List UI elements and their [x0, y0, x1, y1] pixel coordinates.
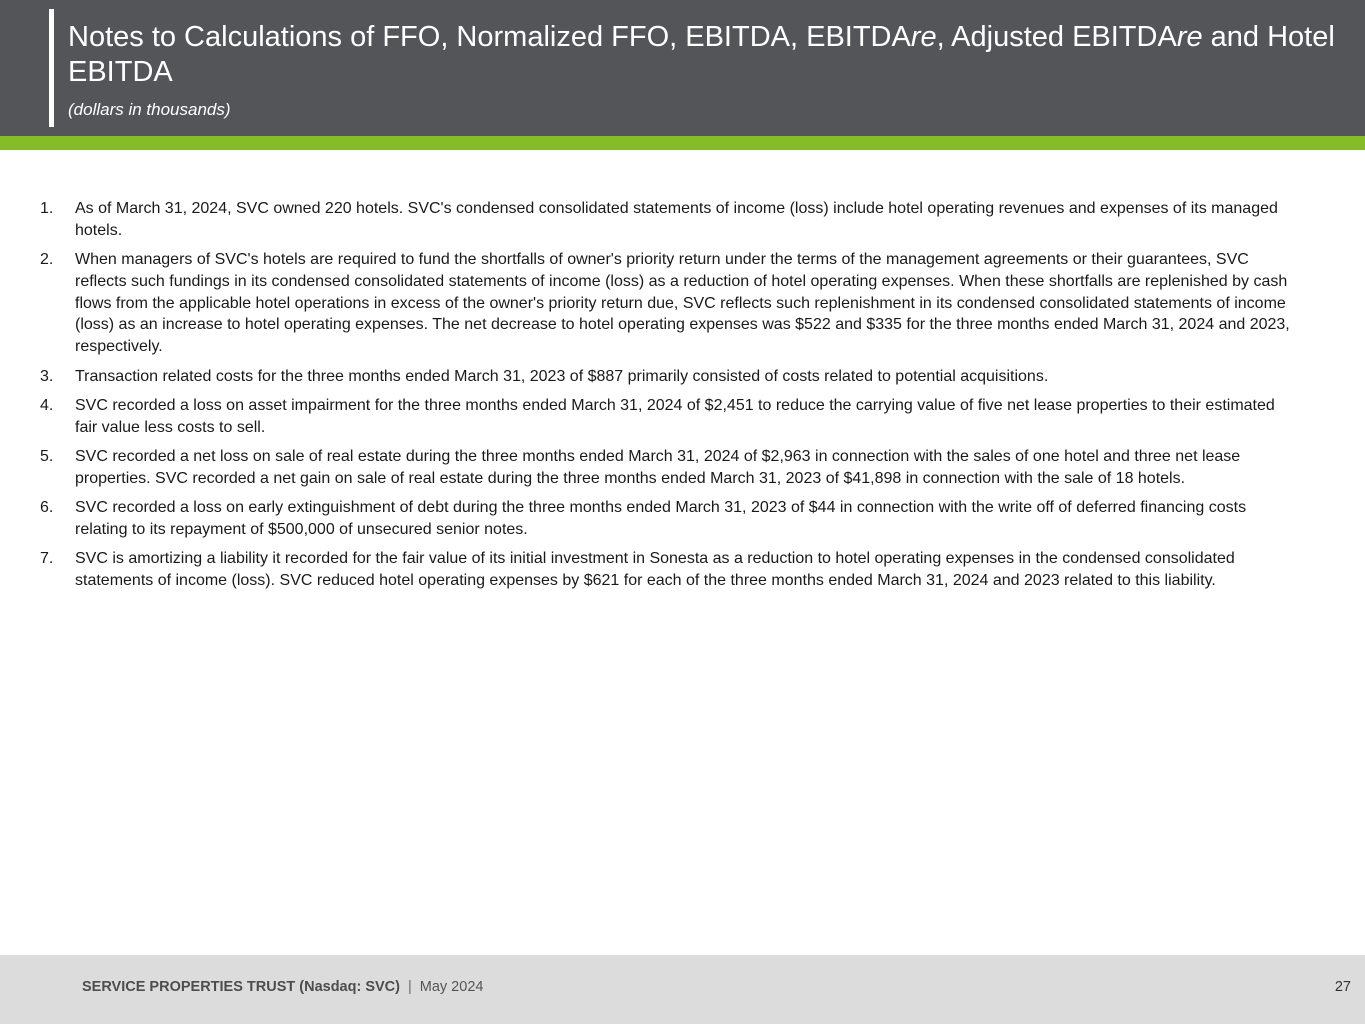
note-text: SVC recorded a loss on asset impairment for the three months ended March 31, 2024 of $2,451 to reduce the carrying value of five net lease properties to their estimated fair value less costs to sell. [75, 396, 1275, 436]
accent-stripe [0, 136, 1365, 150]
header-accent-bar [49, 9, 54, 127]
note-number: 6. [40, 499, 54, 517]
note-number: 7. [40, 550, 54, 568]
note-text: Transaction related costs for the three months ended March 31, 2023 of $887 primarily consisted of costs related to potential acquisitions. [75, 367, 1049, 385]
title-italic-1: re [910, 21, 937, 53]
page-subtitle: (dollars in thousands) [68, 100, 231, 119]
note-number: 5. [40, 447, 54, 465]
note-number: 1. [40, 200, 54, 217]
note-number: 3. [40, 367, 54, 385]
slide-footer [0, 955, 1365, 1024]
note-item [40, 198, 1295, 242]
note-item [40, 395, 1295, 439]
title-part-1: Notes to Calculations of FFO, Normalized FFO, EBITDA, EBITDA [68, 21, 911, 53]
note-text: As of March 31, 2024, SVC owned 220 hotels. SVC's condensed consolidated statements of income (loss) include hotel operating revenues and expenses of its managed hotels. [75, 200, 1278, 239]
title-italic-2: re [1176, 21, 1203, 53]
title-part-2: , Adjusted EBITDA [936, 21, 1177, 53]
page-number: 27 [1334, 979, 1351, 995]
note-item [40, 548, 1295, 592]
title-part-3: and Hotel EBITDA [68, 21, 1335, 88]
note-text: SVC is amortizing a liability it recorded for the fair value of its initial investment in Sonesta as a reduction to hotel operating expenses in the condensed consolidated statements of income (loss). SVC reduced hotel operating expenses by $621 for each of the three months ended March 31, 2024 and 2023 related to this liability. [75, 550, 1235, 589]
footer-info [82, 977, 483, 997]
page-title [68, 20, 1338, 90]
note-item [40, 446, 1295, 490]
note-text: When managers of SVC's hotels are required to fund the shortfalls of owner's priority return under the terms of the management agreements or their guarantees, SVC reflects such fundings in its condensed consolidated statements of income (loss) as a reduction of hotel operating expenses. When these shortfalls are replenished by cash flows from the applicable hotel operations in excess of the owner's priority return due, SVC reflects such replenishment in its condensed consolidated statements of income (loss) as an increase to hotel operating expenses. The net decrease to hotel operating expenses was $522 and $335 for the three months ended March 31, 2024 and 2023, respectively. [75, 251, 1290, 356]
note-item [40, 366, 1295, 388]
notes-list [40, 198, 1295, 599]
note-number: 2. [40, 251, 54, 269]
footer-date: May 2024 [419, 979, 484, 995]
footer-separator: | [407, 979, 412, 995]
note-number: 4. [40, 396, 54, 414]
note-item [40, 497, 1295, 541]
footer-company: SERVICE PROPERTIES TRUST (Nasdaq: SVC) [82, 979, 400, 995]
note-text: SVC recorded a loss on early extinguishment of debt during the three months ended March 31, 2023 of $44 in connection with the write off of deferred financing costs relating to its repayment of $500,000 of unsecured senior notes. [75, 499, 1247, 538]
slide-header [0, 0, 1365, 136]
note-text: SVC recorded a net loss on sale of real estate during the three months ended March 31, 2024 of $2,963 in connection with the sales of one hotel and three net lease properties. SVC recorded a net gain on sale of real estate during the three months ended March 31, 2023 of $41,898 in connection with the sale of 18 hotels. [75, 447, 1241, 487]
note-item [40, 249, 1295, 358]
